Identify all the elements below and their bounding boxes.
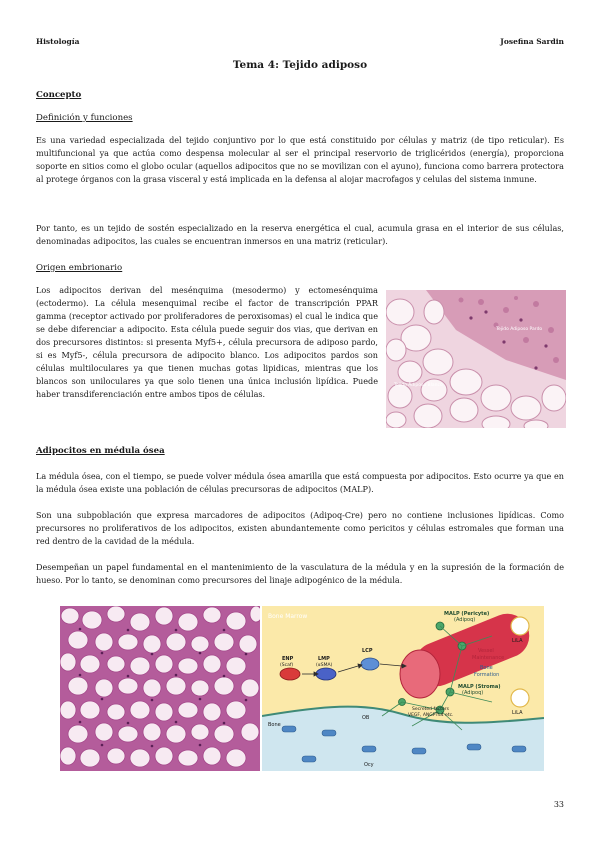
label-bone-marrow: Bone Marrow [268, 613, 308, 620]
label-malp-stroma: MALP (Stroma) [458, 684, 501, 690]
header-author: Josefina Sardin [500, 37, 564, 46]
section-heading-concepto: Concepto [36, 90, 82, 100]
section-heading-medula: Adipocitos en médula ósea [36, 446, 165, 456]
paragraph-origen: Los adipocitos derivan del mesénquima (mesodermo) y ectomesénquima (ectodermo). La célula mesenquimal recibe el factor de transcripción PPAR gamma (receptor activado por proliferadores de peroxisomas) el cual le indica que se debe diferenciar a adipocito. Esta célula puede seguir dos vias, que derivan en dos precursores distintos: si presenta Myf5+, célula precursora de adiposo pardo, si es Myf5-, célula precursora de adipocito blanco. Los adipocitos pardos son células multiloculares ya que tienen muchas gotas lipidicas, mientras que los blancos son uniloculares ya que solo tienen una única inclusión lipídica. Puede haber transdiferenciación entre ambos tipos de células. [36, 285, 378, 399]
label-ob: OB [362, 715, 370, 721]
label-lila-2: LiLA [512, 710, 523, 716]
label-adipoq-2: (Adipoq) [462, 690, 484, 696]
paragraph-medula-1: La médula ósea, con el tiempo, se puede volver médula ósea amarilla que está compuesta por adipocitos. Esto ocurre ya que en la médula ósea existe una población de células precursoras de adipocitos (MALP). [36, 471, 564, 494]
label-scaf: (Scaf) [280, 663, 294, 668]
label-lcp: LCP [362, 648, 373, 654]
label-bone-formation-1: Bone [480, 665, 493, 671]
subheading-definicion: Definición y funciones [36, 113, 133, 123]
label-malp-pericyte: MALP (Pericyte) [444, 611, 490, 617]
paragraph-sosten: Por tanto, es un tejido de sostén especializado en la reserva energética el cual, acumula grasa en el interior de sus células, denominadas adipocitos, las cuales se encuentran inmersos en una matriz (reticular). [36, 223, 564, 246]
label-maintenance: Maintenance [472, 655, 505, 661]
subheading-origen: Origen embrionario [36, 263, 123, 273]
paragraph-medula-3: Desempeñan un papel fundamental en el mantenimiento de la vasculatura de la médula y en la supresión de la formación de hueso. Por lo tanto, se denominan como precursores del linaje adipogénico de la médula. [36, 562, 564, 585]
label-ocy: Ocy [364, 762, 374, 768]
label-secreted-factors: Secreted factors [412, 707, 449, 712]
paragraph-definicion: Es una variedad especializada del tejido conjuntivo por lo que está constituido por células y matriz (de tipo reticular). Es multifuncional ya que actúa como despensa molecular al ser el principal reservorio de triglicéridos (energía), proporciona soporte en sitios como el globo ocular (aquellos adipocitos que no se movilizan con el ayuno), funciona como barrera protectora al protege órganos con la grasa visceral y está implicada en la defensa al alojar macrofagos y celulas del sistema inmune. [36, 135, 564, 184]
label-enp: ENP [282, 656, 294, 662]
page-title: Tema 4: Tejido adiposo [232, 59, 368, 71]
bone-marrow-histology [60, 606, 260, 771]
label-bone-formation-2: Formation [474, 672, 500, 678]
label-bone: Bone [268, 722, 281, 728]
label-asma: (αSMA) [316, 663, 333, 668]
label-vessel: Vessel [478, 648, 494, 654]
label-lmp: LMP [318, 656, 330, 662]
label-lila-1: LiLA [512, 638, 523, 644]
label-adipoq-1: (Adipoq) [454, 617, 476, 623]
label-factors-list: VEGF, ANGPTL4 etc. [408, 713, 454, 718]
header-subject: Histología [36, 37, 80, 46]
label-white-adipose: Tejido Adiposo Blanco [394, 383, 443, 388]
adipose-histology-figure [386, 290, 566, 428]
label-brown-adipose: Tejido Adiposo Pardo [496, 327, 543, 332]
page-number: 33 [553, 800, 564, 809]
paragraph-medula-2: Son una subpoblación que expresa marcadores de adipocitos (Adipoq-Cre) pero no contiene inclusiones lipídicas. Como precursores no proliferativos de los adipocitos, existen abundantemente como pericitos y células estromales que forman una red dentro de la cavidad de la médula. [36, 510, 564, 546]
malp-diagram [262, 606, 544, 771]
